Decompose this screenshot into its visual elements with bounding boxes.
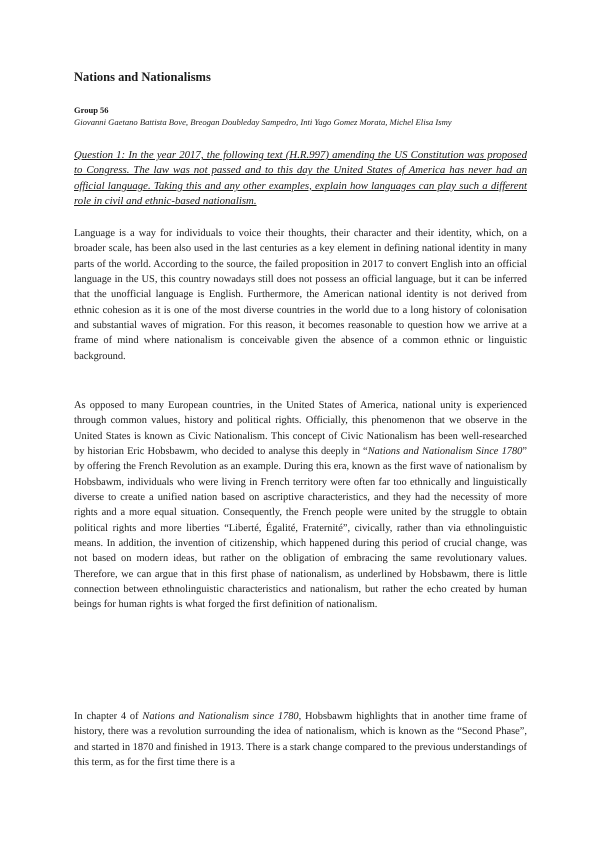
body-paragraph-2	[74, 398, 527, 613]
book-title-reference: Nations and Nationalism since 1780,	[142, 711, 302, 722]
paragraph-2-text-a: As opposed to many European countries, in the United States of America, national unity is experienced through common values, history and political rights. Officially, this phenomenon that we observe in the United States is known as Civic Nationalism. This concept of Civic Nationalism has been well-researched by historian Eric Hobsbawm, who decided to analyse this deeply in “	[74, 400, 527, 458]
body-paragraph-1: Language is a way for individuals to voice their thoughts, their character and their identity, which, on a broader scale, has been also used in the last centuries as a key element in defining national identity in many parts of the world. According to the source, the failed proposition in 2017 to convert English into an official language in the US, this country nowadays still does not possess an official language, but it can be inferred that the unofficial language is English. Furthermore, the American national identity is not derived from ethnic cohesion as it is one of the most diverse countries in the world due to a long history of colonisation and substantial waves of migration. For this reason, it becomes reasonable to question how we arrive at a frame of mind where nationalism is conceivable given the absence of a common ethnic or linguistic background.	[74, 228, 527, 362]
document-title: Nations and Nationalisms	[74, 70, 211, 84]
paragraph-2-text-b: ” by offering the French Revolution as an example. During this era, known as the first wave of nationalism by Hobsbawm, individuals who were living in French territory were often far too ethnically and linguistically diverse to create a unified nation based on ascriptive characteristics, and they had the necessity of more rights and a more equal situation. Consequently, the French people were united by the struggle to obtain political rights and more liberties “Liberté, Égalité, Fraternité”, civically, rather than via ethnolinguistic means. In addition, the invention of citizenship, which happened during this period of crucial change, was not based on modern ideas, but rather on the obligation of embracing the same revolutionary values. Therefore, we can argue that in this first phase of nationalism, as underlined by Hobsbawm, there is little connection between ethnolinguistic characteristics and nationalism, but rather the echo created by human beings for human rights is what forged the first definition of nationalism.	[74, 446, 527, 611]
paragraph-3-text-a: In chapter 4 of	[74, 711, 143, 722]
author-list: Giovanni Gaetano Battista Bove, Breogan Doubleday Sampedro, Inti Yago Gomez Morata, Michel Elisa Ismy	[74, 117, 452, 127]
book-title-reference: Nations and Nationalism Since 1780	[367, 446, 523, 458]
question-prompt: Question 1: In the year 2017, the following text (H.R.997) amending the US Constitution was proposed to Congress. The law was not passed and to this day the United States of America has never had an official language. Taking this and any other examples, explain how languages can play such a different role in civil and ethnic-based nationalism.	[74, 149, 527, 208]
body-paragraph-3	[74, 709, 527, 770]
group-label: Group 56	[74, 105, 109, 115]
paragraph-3-text-b: Hobsbawm highlights that in another time frame of history, there was a revolution surrounding the idea of nationalism, which is known as the “Second Phase”, and started in 1870 and finished in 1913. There is a stark change compared to the previous understandings of this term, as for the first time there is a	[74, 711, 527, 769]
